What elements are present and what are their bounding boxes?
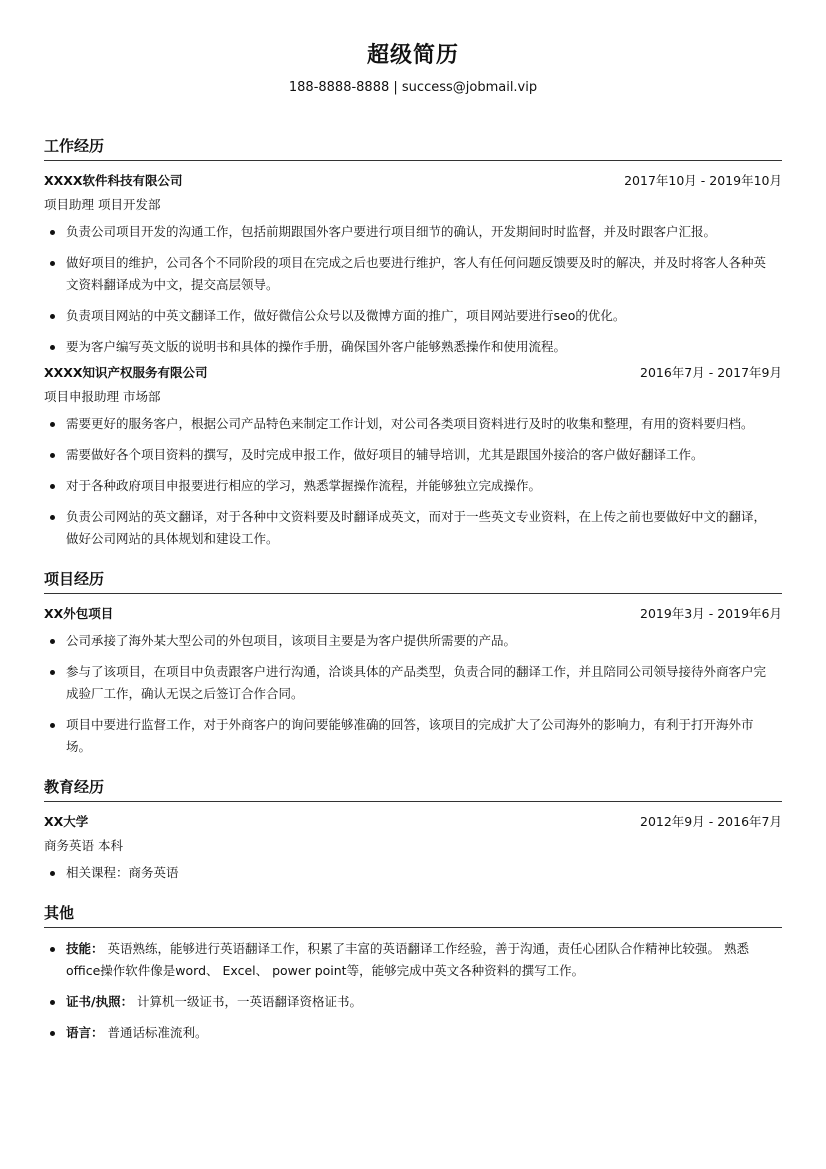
entry-header	[44, 604, 782, 624]
section-title-projects: 项目经历	[44, 568, 782, 594]
email-address: success@jobmail.vip	[401, 80, 538, 95]
phone-number: 188-8888-8888	[288, 80, 390, 95]
section-title-education: 教育经历	[44, 776, 782, 802]
date-range: 2017年10月 - 2019年10月	[624, 173, 782, 188]
item-value: 英语熟练，能够进行英语翻译工作，积累了丰富的英语翻译工作经验，善于沟通，责任心团队合作精神比较强。 熟悉office操作软件像是word、 Excel、 power point等，能够完成中英文各种资料的撰写工作。	[66, 941, 749, 978]
list-item-languages	[44, 1022, 782, 1044]
list-item-certificates	[44, 991, 782, 1013]
contact-line	[44, 79, 782, 97]
section-title-work: 工作经历	[44, 135, 782, 161]
list-item: 负责项目网站的中英文翻译工作，做好微信公众号以及微博方面的推广，项目网站要进行seo的优化。	[44, 305, 782, 327]
list-item: 需要更好的服务客户，根据公司产品特色来制定工作计划，对公司各类项目资料进行及时的收集和整理，有用的资料要归档。	[44, 413, 782, 435]
list-item-skills	[44, 938, 782, 982]
bullet-list	[44, 221, 782, 358]
projects-section	[44, 568, 782, 758]
bullet-list	[44, 938, 782, 1044]
bullet-list	[44, 630, 782, 758]
project-entry-1	[44, 604, 782, 758]
item-key: 技能：	[66, 941, 104, 956]
school-name: XX大学	[44, 814, 89, 829]
list-item: 公司承接了海外某大型公司的外包项目，该项目主要是为客户提供所需要的产品。	[44, 630, 782, 652]
bullet-list	[44, 413, 782, 550]
resume-title: 超级简历	[366, 43, 459, 68]
list-item: 负责公司项目开发的沟通工作，包括前期跟国外客户要进行项目细节的确认，开发期间时时监督，并及时跟客户汇报。	[44, 221, 782, 243]
list-item: 相关课程：商务英语	[44, 862, 782, 884]
item-value: 计算机一级证书，一英语翻译资格证书。	[133, 994, 363, 1009]
item-value: 普通话标准流利。	[103, 1025, 208, 1040]
contact-separator: |	[389, 80, 402, 95]
entry-header	[44, 171, 782, 191]
education-entry-1	[44, 812, 782, 884]
job-role: 项目申报助理 市场部	[44, 389, 161, 404]
company-name: XXXX软件科技有限公司	[44, 173, 183, 188]
company-name: XXXX知识产权服务有限公司	[44, 365, 208, 380]
section-title-other: 其他	[44, 902, 782, 928]
work-entry-2	[44, 363, 782, 550]
date-range: 2019年3月 - 2019年6月	[640, 606, 782, 621]
project-name: XX外包项目	[44, 606, 114, 621]
list-item: 项目中要进行监督工作，对于外商客户的询问要能够准确的回答，该项目的完成扩大了公司海外的影响力，有利于打开海外市场。	[44, 714, 782, 758]
list-item: 负责公司网站的英文翻译，对于各种中文资料要及时翻译成英文，而对于一些英文专业资料，在上传之前也要做好中文的翻译，做好公司网站的具体规划和建设工作。	[44, 506, 782, 550]
item-key: 语言：	[66, 1025, 104, 1040]
list-item: 参与了该项目，在项目中负责跟客户进行沟通，洽谈具体的产品类型，负责合同的翻译工作，并且陪同公司领导接待外商客户完成验厂工作，确认无误之后签订合作合同。	[44, 661, 782, 705]
work-section	[44, 135, 782, 550]
date-range: 2016年7月 - 2017年9月	[640, 365, 782, 380]
list-item: 对于各种政府项目申报要进行相应的学习，熟悉掌握操作流程，并能够独立完成操作。	[44, 475, 782, 497]
education-section	[44, 776, 782, 884]
entry-header	[44, 812, 782, 832]
list-item: 做好项目的维护，公司各个不同阶段的项目在完成之后也要进行维护，客人有任何问题反馈要及时的解决，并及时将客人各种英文资料翻译成为中文，提交高层领导。	[44, 252, 782, 296]
entry-header	[44, 363, 782, 383]
work-entry-1	[44, 171, 782, 358]
list-item: 要为客户编写英文版的说明书和具体的操作手册，确保国外客户能够熟悉操作和使用流程。	[44, 336, 782, 358]
job-role: 项目助理 项目开发部	[44, 197, 161, 212]
date-range: 2012年9月 - 2016年7月	[640, 814, 782, 829]
other-section	[44, 902, 782, 1044]
bullet-list	[44, 862, 782, 884]
item-key: 证书/执照：	[66, 994, 134, 1009]
major-degree: 商务英语 本科	[44, 838, 123, 853]
list-item: 需要做好各个项目资料的撰写，及时完成申报工作，做好项目的辅导培训，尤其是跟国外接洽的客户做好翻译工作。	[44, 444, 782, 466]
